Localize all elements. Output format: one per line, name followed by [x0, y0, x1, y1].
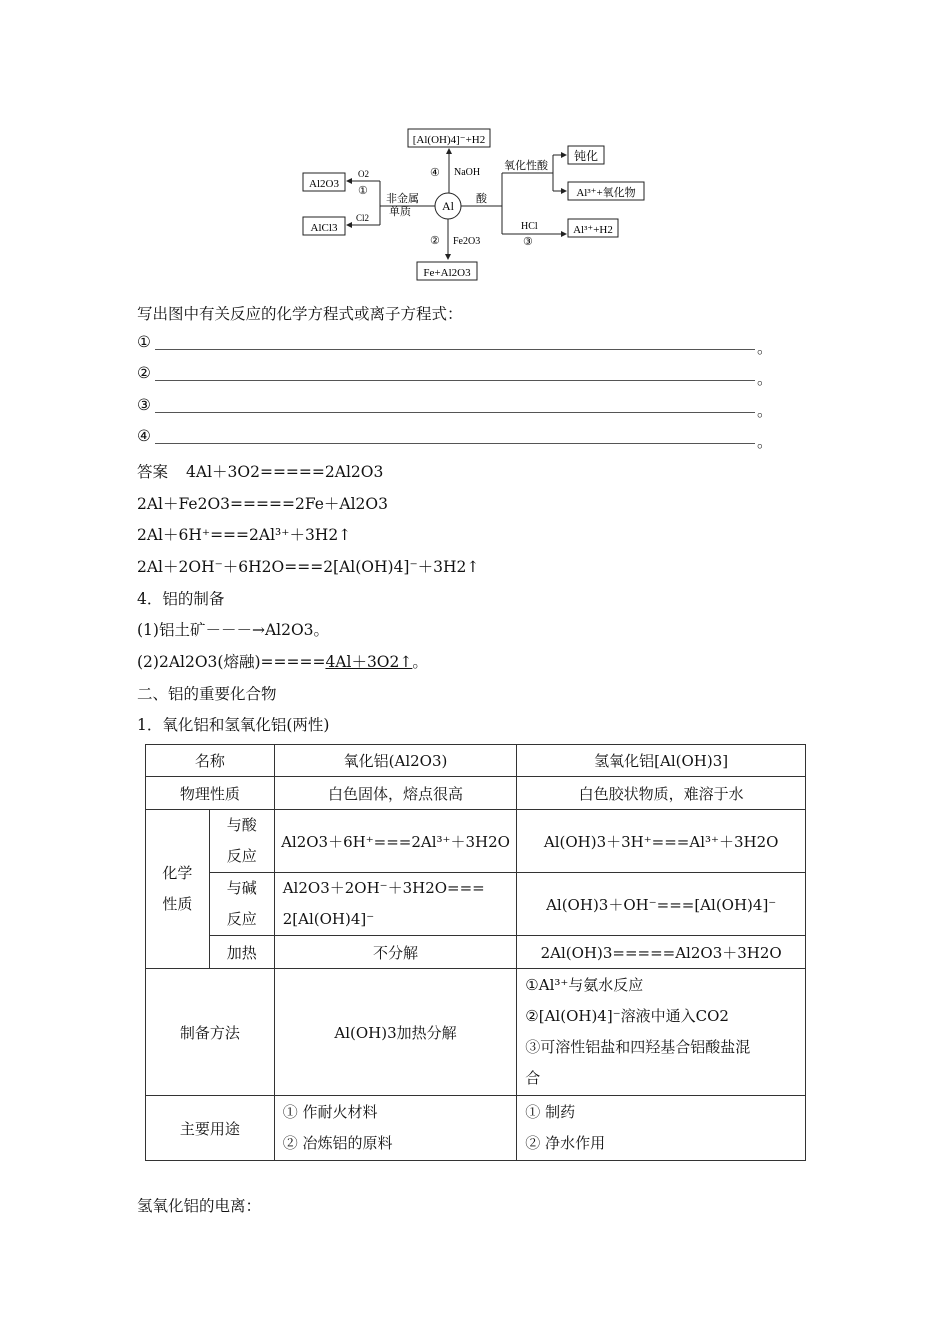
table-header-row	[146, 745, 806, 777]
diagram-left-group-label-1: 非金属	[386, 193, 419, 205]
acid-label-1: 与酸	[226, 816, 257, 834]
base-aloh3: Al(OH)3＋OH⁻===[Al(OH)4]⁻	[517, 873, 806, 936]
prep-aloh3-4: 合	[525, 1069, 541, 1087]
answer-2: 2Al＋Fe2O3=====2Fe＋Al2O3	[137, 495, 388, 513]
use-al2o3	[274, 1096, 517, 1161]
use-al2o3-1: ① 作耐火材料	[282, 1103, 378, 1121]
diagram-left-num-1: ①	[358, 185, 368, 197]
heat-label: 加热	[209, 936, 274, 969]
diagram-right-reagent-3: HCl	[521, 221, 538, 232]
blank-label-2: ②	[137, 364, 151, 382]
base-label	[209, 873, 274, 936]
section2-title: 二、铝的重要化合物	[137, 685, 277, 703]
diagram-right-sub-label: 氧化性酸	[504, 160, 548, 172]
answer-1: 4Al＋3O2=====2Al2O3	[186, 463, 384, 481]
footer-text: 氢氧化铝的电离：	[137, 1197, 262, 1215]
blank-label-4: ④	[137, 427, 151, 445]
prep-aloh3-2: ②[Al(OH)4]⁻溶液中通入CO2	[525, 1007, 729, 1025]
subsection-title: 1．氧化铝和氢氧化铝(两性)	[137, 716, 330, 734]
use-aloh3-1: ① 制药	[525, 1103, 576, 1121]
base-al2o3-1: Al2O3＋2OH⁻＋3H2O===	[282, 879, 485, 897]
diagram-left-box-1-text: Al2O3	[309, 178, 339, 190]
diagram-left-reagent-2: Cl2	[356, 213, 370, 223]
header-al2o3: 氧化铝(Al2O3)	[274, 745, 517, 777]
table-row-base	[146, 873, 806, 936]
base-label-2: 反应	[226, 910, 257, 928]
diagram-left-reagent-1: O2	[358, 169, 369, 179]
use-label: 主要用途	[146, 1096, 275, 1161]
answer-block	[137, 460, 383, 482]
section4-line2	[137, 650, 428, 672]
diagram-right-box-3-text: Al³⁺+H2	[573, 224, 613, 236]
diagram-bottom-box-text: Fe+Al2O3	[423, 267, 471, 279]
table-row-prep	[146, 969, 806, 1096]
heat-al2o3: 不分解	[274, 936, 517, 969]
base-label-1: 与碱	[226, 879, 257, 897]
heat-aloh3: 2Al(OH)3=====Al2O3＋3H2O	[517, 936, 806, 969]
blank-end-1: 。	[757, 339, 773, 357]
use-al2o3-2: ② 冶炼铝的原料	[282, 1134, 393, 1152]
physical-aloh3: 白色胶状物质，难溶于水	[517, 777, 806, 810]
chem-label-1: 化学	[162, 864, 193, 882]
blank-end-4: 。	[757, 433, 773, 451]
acid-label	[209, 810, 274, 873]
section4-line2-suffix: 。	[412, 653, 428, 671]
acid-al2o3: Al2O3＋6H⁺===2Al³⁺＋3H2O	[274, 810, 517, 873]
aluminum-reaction-diagram	[290, 118, 660, 293]
physical-label: 物理性质	[146, 777, 275, 810]
header-name: 名称	[146, 745, 275, 777]
section4-line2-prefix: (2)2Al2O3(熔融)=====	[137, 653, 326, 671]
use-aloh3	[517, 1096, 806, 1161]
prep-aloh3-1: ①Al³⁺与氨水反应	[525, 976, 644, 994]
prep-label: 制备方法	[146, 969, 275, 1096]
diagram-bottom-reagent: Fe2O3	[453, 236, 481, 247]
blank-label-3: ③	[137, 396, 151, 414]
blank-end-3: 。	[757, 402, 773, 420]
section4-line1: (1)铝土矿－－－→Al2O3。	[137, 621, 330, 639]
diagram-top-reagent: NaOH	[454, 167, 481, 178]
diagram-bottom-num: ②	[430, 235, 440, 247]
answer-3: 2Al＋6H⁺===2Al³⁺＋3H2↑	[137, 526, 352, 544]
physical-al2o3: 白色固体，熔点很高	[274, 777, 517, 810]
blank-end-2: 。	[757, 370, 773, 388]
diagram-top-num: ④	[430, 167, 440, 179]
answer-blank-4	[155, 442, 755, 444]
diagram-left-group-label-2: 单质	[389, 206, 411, 218]
base-al2o3	[274, 873, 517, 936]
section4-title: 4．铝的制备	[137, 590, 225, 608]
use-aloh3-2: ② 净水作用	[525, 1134, 606, 1152]
header-aloh3: 氢氧化铝[Al(OH)3]	[517, 745, 806, 777]
table-row-use	[146, 1096, 806, 1161]
prep-aloh3-3: ③可溶性铝盐和四羟基合铝酸盐混	[525, 1038, 751, 1056]
answer-4: 2Al＋2OH⁻＋6H2O===2[Al(OH)4]⁻＋3H2↑	[137, 558, 480, 576]
section4-line2-answer: 4Al＋3O2↑	[325, 653, 413, 671]
diagram-center-text: Al	[442, 199, 454, 213]
base-al2o3-2: 2[Al(OH)4]⁻	[282, 910, 375, 928]
answer-blank-1	[155, 348, 755, 350]
diagram-right-box-1-text: 钝化	[573, 149, 599, 163]
diagram-right-label: 酸	[476, 193, 487, 205]
chem-label-2: 性质	[162, 895, 193, 913]
prompt-text: 写出图中有关反应的化学方程式或离子方程式：	[137, 305, 463, 323]
blank-label-1: ①	[137, 333, 151, 351]
acid-label-2: 反应	[226, 847, 257, 865]
chem-label	[146, 810, 210, 969]
table-row-acid	[146, 810, 806, 873]
answer-label: 答案	[137, 463, 169, 481]
diagram-left-box-2-text: AlCl3	[310, 222, 338, 234]
answer-blank-3	[155, 411, 755, 413]
compound-properties-table	[145, 744, 806, 1161]
table-row-physical	[146, 777, 806, 810]
acid-aloh3: Al(OH)3＋3H⁺===Al³⁺＋3H2O	[517, 810, 806, 873]
diagram-right-box-2-text: Al³⁺+氧化物	[576, 187, 636, 199]
table-row-heat	[146, 936, 806, 969]
prep-aloh3	[517, 969, 806, 1096]
diagram-top-box-text: [Al(OH)4]⁻+H2	[412, 134, 486, 146]
diagram-right-num-3: ③	[523, 236, 533, 248]
prep-al2o3: Al(OH)3加热分解	[274, 969, 517, 1096]
answer-blank-2	[155, 379, 755, 381]
